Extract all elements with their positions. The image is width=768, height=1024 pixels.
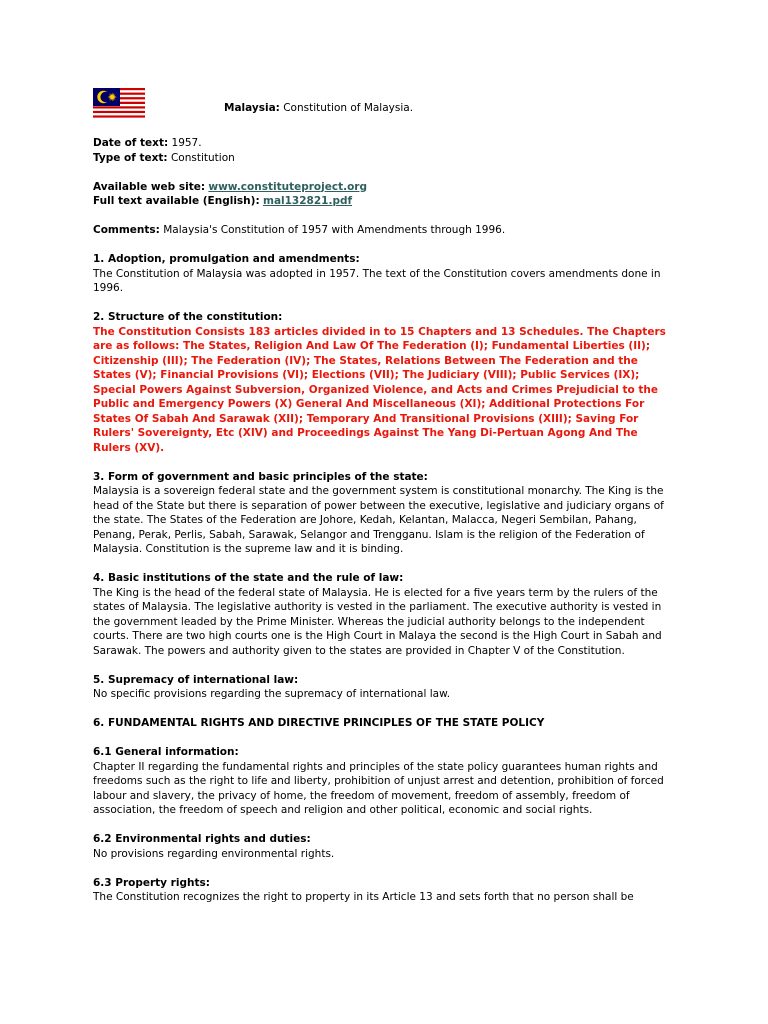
spacer xyxy=(93,731,677,746)
spacer xyxy=(93,238,677,253)
document-page xyxy=(93,88,677,905)
section-environmental-rights xyxy=(93,832,677,861)
section-body: The Constitution recognizes the right to property in its Article 13 and sets forth that no person shall be xyxy=(93,891,634,903)
malaysia-flag-icon xyxy=(93,88,145,120)
spacer xyxy=(93,702,677,717)
section-form-of-government xyxy=(93,470,677,557)
section-heading: 2. Structure of the constitution: xyxy=(93,311,283,323)
spacer xyxy=(93,296,677,311)
section-body: No provisions regarding environmental rights. xyxy=(93,847,335,860)
type-of-text xyxy=(93,151,677,166)
section-heading: 6.2 Environmental rights and duties: xyxy=(93,833,311,845)
comments xyxy=(93,223,677,238)
comments-label: Comments: xyxy=(93,224,160,236)
spacer xyxy=(93,861,677,876)
section-heading: 6.3 Property rights: xyxy=(93,876,210,889)
section-fundamental-rights xyxy=(93,716,677,731)
section-body: The Constitution of Malaysia was adopted in 1957. The text of the Constitution covers amendments done in 1996. xyxy=(93,267,661,294)
section-heading: 6.1 General information: xyxy=(93,746,239,758)
section-body: No specific provisions regarding the supremacy of international law. xyxy=(93,688,451,700)
section-property-rights xyxy=(93,876,677,905)
spacer xyxy=(93,658,677,673)
section-international-law xyxy=(93,673,677,702)
section-body: Malaysia is a sovereign federal state and the government system is constitutional monarchy. The King is the head of the State but there is separation of power between the executive, legislative and judiciary organs of the state. The States of the Federation are Johore, Kedah, Kelantan, Malacca, Negeri Sembilan, Pahang, Penang, Perak, Perlis, Sabah, Sarawak, Selangor and Trengganu. Islam is the religion of the Federation of Malaysia. Constitution is the supreme law and it is binding. xyxy=(93,485,664,555)
section-structure xyxy=(93,310,677,455)
spacer xyxy=(93,120,677,136)
document-title: Constitution of Malaysia. xyxy=(283,102,414,114)
section-general-information xyxy=(93,745,677,818)
type-label: Type of text: xyxy=(93,151,168,164)
spacer xyxy=(93,818,677,833)
full-text-available xyxy=(93,194,677,209)
type-value: Constitution xyxy=(170,151,235,164)
date-value: 1957. xyxy=(171,137,202,149)
website-label: Available web site: xyxy=(93,180,206,193)
spacer xyxy=(93,209,677,224)
fulltext-label: Full text available (English): xyxy=(93,195,260,207)
country-label: Malaysia: xyxy=(224,102,280,114)
section-heading: 5. Supremacy of international law: xyxy=(93,673,299,686)
section-body-highlighted: The Constitution Consists 183 articles divided in to 15 Chapters and 13 Schedules. The Chapters are as follows: The States, Religion And Law Of The Federation (I); Fundamental Liberties (II); Citizenship (III); The Federation (IV); The States, Relations Between The Federation and the States (V); Financial Provisions (VI); Elections (VII); The Judiciary (VIII); Public Services (IX); Special Powers Against Subversion, Organized Violence, and Acts and Crimes Prejudicial to the Public and Emergency Powers (X) General And Miscellaneous (XI); Additional Protections For States Of Sabah And Sarawak (XII); Temporary And Transitional Provisions (XIII); Saving For Rulers' Sovereignty, Etc (XIV) and Proceedings Against The Yang Di-Pertuan Agong And The Rulers (XV). xyxy=(93,325,666,454)
page-title xyxy=(224,101,413,116)
section-heading: 1. Adoption, promulgation and amendments: xyxy=(93,253,360,265)
section-adoption xyxy=(93,252,677,296)
comments-value: Malaysia's Constitution of 1957 with Amendments through 1996. xyxy=(163,224,506,236)
available-website xyxy=(93,180,677,195)
section-heading: 3. Form of government and basic principles of the state: xyxy=(93,470,428,483)
section-heading: 4. Basic institutions of the state and the rule of law: xyxy=(93,572,404,584)
section-heading: 6. FUNDAMENTAL RIGHTS AND DIRECTIVE PRINCIPLES OF THE STATE POLICY xyxy=(93,717,545,729)
fulltext-pdf-link[interactable]: mal132821.pdf xyxy=(263,195,353,207)
date-of-text xyxy=(93,136,677,151)
section-body: Chapter II regarding the fundamental rights and principles of the state policy guarantees human rights and freedoms such as the right to life and liberty, prohibition of unjust arrest and detention, prohibition of forced labour and slavery, the privacy of home, the freedom of movement, freedom of assembly, freedom of association, the freedom of speech and religion and other political, economic and social rights. xyxy=(93,760,664,816)
spacer xyxy=(93,557,677,572)
document-header xyxy=(93,88,677,120)
date-label: Date of text: xyxy=(93,137,169,149)
website-link[interactable]: www.constituteproject.org xyxy=(208,180,367,193)
section-basic-institutions xyxy=(93,571,677,658)
section-body: The King is the head of the federal state of Malaysia. He is elected for a five years term by the rulers of the states of Malaysia. The legislative authority is vested in the parliament. The executive authority is vested in the government leaded by the Prime Minister. Whereas the judicial authority belongs to the independent courts. There are two high courts one is the High Court in Malaya the second is the High Court in Sabah and Sarawak. The powers and authority given to the states are provided in Chapter V of the Constitution. xyxy=(93,586,662,657)
spacer xyxy=(93,165,677,180)
spacer xyxy=(93,455,677,470)
